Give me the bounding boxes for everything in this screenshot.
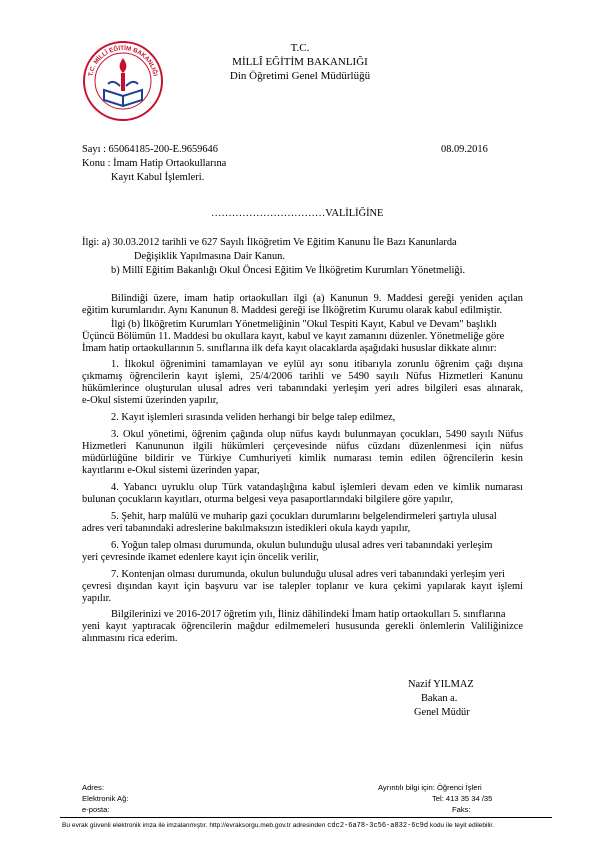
footer-network-label: Elektronik Ağ: [82, 794, 129, 803]
org-line-department: Din Öğretimi Genel Müdürlüğü [229, 70, 371, 82]
verification-suffix: kodu ile teyit edilebilir. [429, 822, 495, 829]
recipient: ……………………………VALİLİĞİNE [211, 208, 384, 219]
reference-line-3: b) Millî Eğitim Bakanlığı Okul Öncesi Eğitim Ve İlköğretim Kurumları Yönetmeliği. [111, 265, 466, 276]
item-7-line-2: çevresi dışından kayıt için başvuru var ise talepler toplanır ve kura çekimi yapılarak kayıt işlemi [82, 581, 523, 592]
body-p2-line-2: Üçüncü Bölümün 11. Maddesi bu okullara kayıt, kabul ve kayıt zamanını düzenler. Yönetmeliğe göre [82, 331, 505, 342]
document-number: Sayı : 65064185-200-E.9659646 [82, 144, 218, 155]
body-p2-line-1: İlgi (b) İlköğretim Kurumları Yönetmeliğinin "Okul Tespiti Kayıt, Kabul ve Devam" başlıklı [111, 319, 497, 330]
item-5-line-1: 5. Şehit, harp malûlü ve muharip gazi çocukları durumlarını belgelendirmeleri şartıyla ulusal [111, 511, 497, 522]
body-p2-line-3: İmam hatip ortaokullarının 5. sınıflarına ilk defa kayıt olacaklarda aşağıdaki hususlar dikkate alınır: [82, 343, 497, 354]
signatory-name: Nazif YILMAZ [408, 679, 474, 690]
item-3-line-2: Hizmetleri Kanununun ilgili hükümleri çerçevesinde nüfus cüzdanı düzenlenmesi için nüfus [82, 441, 523, 452]
item-1-line-3: hükümlerince oluşturulan ulusal adres veri tabanındaki yerleşim yeri adres bilgileri esas alınarak, [82, 383, 523, 394]
signatory-title-1: Bakan a. [421, 693, 458, 704]
item-4-line-1: 4. Yabancı uyruklu olup Türk vatandaşlığına kabul işlemleri devam eden ve kimlik numarası [111, 482, 523, 493]
item-6-line-2: yeri çevresinde ikamet edenlere kayıt için öncelik verilir, [82, 552, 319, 563]
closing-line-1: Bilgilerinizi ve 2016-2017 öğretim yılı, İliniz dâhilindeki İmam hatip ortaokulları 5. sınıflarına [111, 609, 506, 620]
item-3-line-4: kayıtlarını e-Okul sistemi üzerinden yapar, [82, 465, 260, 476]
item-1-line-2: çıkmamış öğrencilerin kayıt işlemi, 25/4/2006 tarihli ve 5490 sayılı Nüfus Hizmetleri Kanunu [82, 371, 523, 382]
svg-text:T.C. MİLLÎ EĞİTİM BAKANLIĞI: T.C. MİLLÎ EĞİTİM BAKANLIĞI [87, 44, 159, 77]
item-3-line-3: müdürlüğüne bildirir ve Türkiye Cumhuriyeti kimlik numarası temin edilen öğrencilerin kesin [82, 453, 523, 464]
closing-line-3: alınmasını rica ederim. [82, 633, 178, 644]
subject-line-1: Konu : İmam Hatip Ortaokullarına [82, 158, 227, 169]
item-5-line-2: adres veri tabanındaki adreslerine bakılmaksızın istedikleri okula kaydı yapılır, [82, 523, 411, 534]
document-date: 08.09.2016 [441, 144, 488, 155]
signatory-title-2: Genel Müdür [414, 707, 470, 718]
item-7-line-3: yapılır. [82, 593, 112, 604]
item-3-line-1: 3. Okul yönetimi, öğrenim çağında olup nüfus kaydı bulunmayan çocukları, 5490 sayılı Nüfus [111, 429, 523, 440]
item-1-line-4: e-Okul sistemi üzerinden yapılır, [82, 395, 219, 406]
footer-phone: Tel: 413 35 34 /35 [432, 794, 493, 803]
footer-email-label: e-posta: [82, 805, 110, 814]
reference-line-1: İlgi: a) 30.03.2012 tarihli ve 627 Sayılı İlköğretim Ve Eğitim Kanunu İle Bazı Kanunlarda [82, 237, 457, 248]
body-p1-line-1: Bilindiği üzere, imam hatip ortaokulları ilgi (a) Kanunun 9. Maddesi gereği yeniden açılan [111, 293, 523, 304]
verification-note [62, 822, 494, 830]
footer-address-label: Adres: [82, 783, 104, 792]
footer-fax: Faks: [452, 805, 471, 814]
verification-code: cdc2-6a78-3c56-a832-6c9d [327, 822, 429, 830]
org-line-tc: T.C. [290, 42, 310, 54]
org-line-ministry: MİLLÎ EĞİTİM BAKANLIĞI [232, 56, 368, 68]
item-2-line-1: 2. Kayıt işlemleri sırasında veliden herhangi bir belge talep edilmez, [111, 412, 396, 423]
item-4-line-2: bulunan çocukların kayıtları, oturma belgesi veya pasaportlarındaki bilgilere göre yapılır, [82, 494, 453, 505]
item-6-line-1: 6. Yoğun talep olması durumunda, okulun bulunduğu ulusal adres veri tabanındaki yerleşim [111, 540, 493, 551]
body-p1-line-2: eğitim kurumlarıdır. Aynı Kanunun 8. Maddesi gereği ise İlköğretim Kurumu olarak kabul edilmiştir. [82, 305, 503, 316]
item-1-line-1: 1. İlkokul öğrenimini tamamlayan ve eylül ayı sonu itibarıyla zorunlu öğrenim çağı dışına [111, 359, 523, 370]
footer-divider [60, 817, 552, 818]
item-7-line-1: 7. Kontenjan olması durumunda, okulun bulunduğu ulusal adres veri tabanındaki yerleşim yeri [111, 569, 505, 580]
closing-line-2: yeni kayıt yaptıracak öğrencilerin mağdur edilmemeleri hususunda gerekli önlemlerin Valiliğinizce [82, 621, 523, 632]
subject-line-2: Kayıt Kabul İşlemleri. [111, 172, 205, 183]
footer-contact-info: Ayrıntılı bilgi için: Öğrenci İşleri [378, 783, 482, 792]
reference-line-2: Değişiklik Yapılmasına Dair Kanun. [134, 251, 285, 262]
verification-text: Bu evrak güvenli elektronik imza ile imzalanmıştır. http://evraksorgu.meb.gov.tr adresinden [62, 822, 326, 829]
